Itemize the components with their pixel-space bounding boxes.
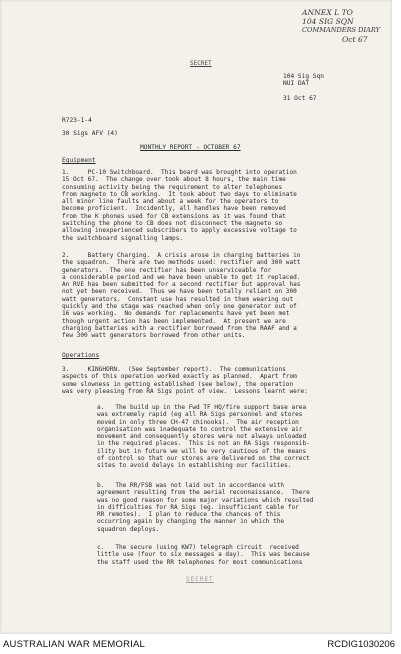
text-line: from the K phones used for CB extensions as it was found that: [62, 212, 286, 220]
annotation-line: Oct 67: [342, 35, 368, 44]
paragraph-1: [62, 169, 297, 242]
text-line: from magneto to CB working. It took about two days to eliminate: [62, 190, 297, 198]
sender-block: [283, 73, 324, 103]
text-line: the squadron. There are two methods used: rectifier and 300 watt: [62, 259, 301, 267]
text-line: agreement resulting from the aerial reconnaissance. There: [97, 489, 310, 497]
paragraph-2: [62, 252, 300, 340]
text-line: all minor line faults and about a week for the operators to: [62, 198, 279, 206]
text-line: was no good reason for some major variations which resulted: [97, 496, 314, 504]
text-line: the staff used the RR telephones for most communications: [97, 558, 303, 566]
text-line: RR remotes). I plan to reduce the chances of this: [97, 511, 281, 519]
section-heading-operations: Operations: [62, 352, 100, 359]
text-line: c. The secure (using KW7) telegraph circuit received: [97, 544, 299, 551]
text-line: ility but in future we will be very cautious of the means: [97, 447, 307, 455]
classification-bottom: SECRET: [186, 576, 214, 583]
report-title: MONTHLY REPORT - OCTOBER 67: [140, 144, 241, 151]
text-line: sites to avoid delays in establishing our facilities.: [97, 462, 292, 470]
text-line: switching the phone to CB does not disconnect the magneto so: [62, 220, 283, 228]
text-line: 16 was working. No demands for replacements have yet been met: [62, 310, 290, 318]
text-line: allowing inexperienced subscribers to apply excessive voltage to: [62, 227, 297, 235]
text-line: in the required places. This is not an RA Sigs responsib-: [97, 440, 310, 448]
classification-top: SECRET: [190, 60, 212, 67]
text-line: though urgent action has been implemented. At present we are: [62, 317, 286, 325]
text-line: in difficulties for RA Sigs (eg. insufficient cable for: [97, 503, 299, 511]
text-line: was very pleasing from RA Sigs point of view. Lessons learnt were:: [62, 387, 308, 395]
handwritten-annotation: [302, 8, 392, 44]
report-date: 31 Oct 67: [283, 95, 317, 103]
archive-reference: RCDIG1030206: [327, 639, 395, 650]
text-line: not yet been received. Thus we have been totally reliant on 300: [62, 288, 297, 296]
text-line: 2. Battery Charging. A crisis arose in charging batteries in: [62, 252, 301, 259]
annotation-line: ANNEX L TO: [302, 8, 353, 17]
annotation-line: COMMANDERS DIARY: [302, 26, 380, 34]
text-line: watt generators. Constant use has resulted in them wearing out: [62, 295, 294, 303]
text-line: few 300 watt generators borrowed from other units.: [62, 332, 246, 340]
text-line: occurring again by changing the manner in which the: [97, 518, 285, 526]
text-line: aspects of this operation worked exactly as planned. Apart from: [62, 373, 297, 381]
text-line: some slowness in getting established (see below), the operation: [62, 380, 294, 388]
subparagraph-a: [97, 404, 310, 470]
text-line: quickly and the stage was reached when only one generator out of: [62, 303, 297, 311]
subparagraph-c: [97, 544, 310, 566]
text-line: moved in only three CH-47 chinooks). The air reception: [97, 418, 299, 426]
archive-footer: [0, 634, 401, 654]
text-line: little use (four to six messages a day). This was because: [97, 551, 310, 559]
text-line: organisation was inadequate to control the extensive air: [97, 425, 303, 433]
text-line: 3. KINGHORN. (See September report). The communications: [62, 366, 286, 373]
text-line: charging batteries with a rectifier borrowed from the RAAF and a: [62, 324, 297, 332]
text-line: consuming activity being the requirement to alter telephones: [62, 183, 283, 191]
text-line: 15 Oct 67. The change over took about 8 hours, the main time: [62, 176, 286, 184]
archive-name: AUSTRALIAN WAR MEMORIAL: [3, 639, 146, 650]
text-line: movement and consequently stores were not always unloaded: [97, 433, 307, 441]
subparagraph-b: [97, 482, 313, 533]
paragraph-3: [62, 366, 308, 395]
text-line: of control so that our stores are delivered on the correct: [97, 455, 310, 463]
text-line: squadron deploys.: [97, 525, 160, 533]
section-heading-equipment: Equipment: [62, 157, 96, 164]
file-reference: R723-1-4: [62, 117, 92, 124]
text-line: a considerable period and we have been unable to get it replaced.: [62, 273, 301, 281]
text-line: b. The RR/FSB was not laid out in accordance with: [97, 482, 285, 489]
text-line: generators. The one rectifier has been unserviceable for: [62, 266, 272, 274]
text-line: a. The build up in the Fwd TF HQ/fire support base area: [97, 404, 307, 411]
text-line: the switchboard signalling lamps.: [62, 234, 184, 242]
addressee: 30 Sigs AFV (4): [62, 130, 118, 137]
text-line: An RVE has been submitted for a second rectifier but approval has: [62, 281, 301, 289]
location: NUI DAT: [283, 80, 310, 88]
annotation-line: 104 SIG SQN: [302, 17, 354, 26]
text-line: become proficient. Incidently, all handles have been removed: [62, 205, 286, 213]
text-line: was extremely rapid (eg all RA Sigs personnel and stores: [97, 411, 303, 419]
unit-name: 104 Sig Sqn: [283, 73, 324, 80]
text-line: 1. PC-10 Switchboard. This board was brought into operation: [62, 169, 297, 176]
